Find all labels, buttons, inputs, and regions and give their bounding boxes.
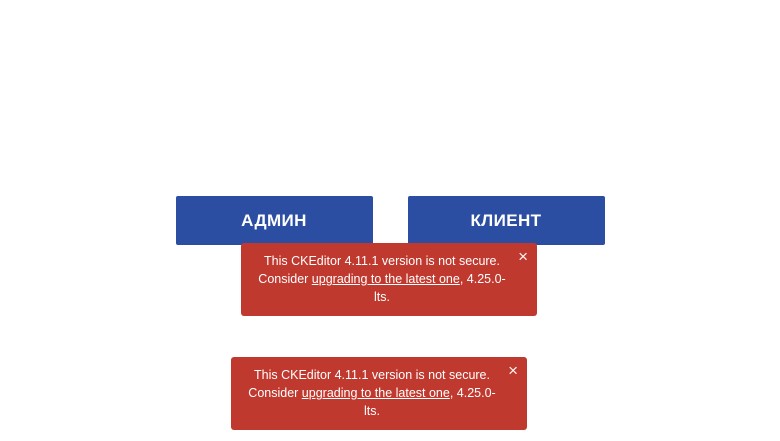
close-icon[interactable]: × bbox=[508, 361, 518, 380]
admin-button[interactable]: АДМИН bbox=[176, 196, 373, 245]
close-icon[interactable]: × bbox=[518, 247, 528, 266]
notification-text-before: This CKEditor 4.11.1 version is not secure. Consider bbox=[258, 254, 500, 286]
notification-text-before: This CKEditor 4.11.1 version is not secure. Consider bbox=[248, 368, 490, 400]
ckeditor-security-notification bbox=[241, 243, 537, 316]
client-button[interactable]: КЛИЕНТ bbox=[408, 196, 605, 245]
notification-text-after: , 4.25.0-lts. bbox=[364, 386, 496, 418]
role-selection bbox=[0, 196, 780, 245]
upgrade-link[interactable]: upgrading to the latest one bbox=[301, 386, 450, 400]
upgrade-link[interactable]: upgrading to the latest one bbox=[311, 272, 460, 286]
notification-text-after: , 4.25.0-lts. bbox=[374, 272, 506, 304]
ckeditor-security-notification bbox=[231, 357, 527, 430]
